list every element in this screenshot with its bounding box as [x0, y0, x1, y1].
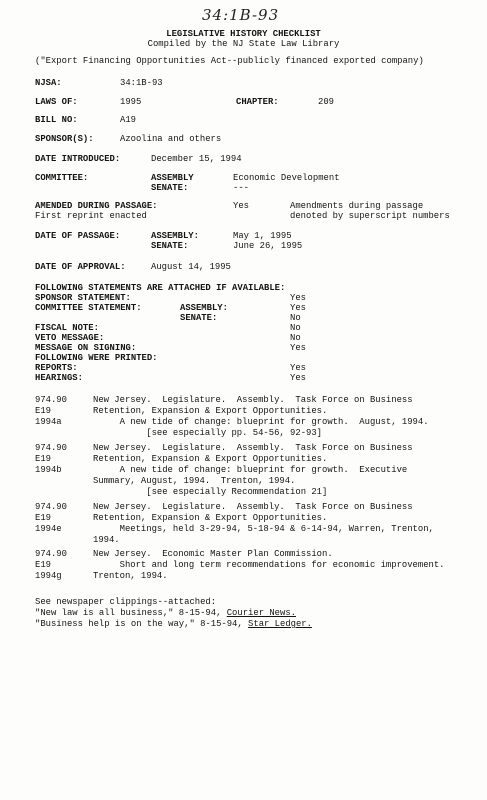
fiscal-note-label: FISCAL NOTE: [35, 323, 99, 333]
document-subtitle: Compiled by the NJ State Law Library [147, 39, 340, 49]
clipping-source: Star Ledger. [248, 619, 312, 629]
reference-call-number: 974.90 [35, 395, 67, 405]
chapter-value: 209 [318, 97, 334, 107]
chapter-label: CHAPTER: [236, 97, 279, 107]
reference-text-line: [see especially pp. 54-56, 92-93] [93, 428, 323, 438]
handwritten-call-number: 34:1B-93 [202, 6, 280, 24]
passage-senate-label: SENATE: [151, 241, 189, 251]
committee-statement-senate-value: No [290, 313, 301, 323]
sponsor-statement-value: Yes [290, 293, 306, 303]
reference-call-number: 974.90 [35, 549, 67, 559]
amended-note-line-2: denoted by superscript numbers [290, 211, 450, 221]
bill-no-value: A19 [120, 115, 136, 125]
reference-call-number: 1994b [35, 465, 62, 475]
reference-text-line: 1994. [93, 535, 120, 545]
printed-heading: FOLLOWING WERE PRINTED: [35, 353, 158, 363]
reference-text-line: Summary, August, 1994. Trenton, 1994. [93, 476, 296, 486]
reference-call-number: 1994g [35, 571, 62, 581]
njsa-label: NJSA: [35, 78, 62, 88]
reference-text-line: [see especially Recommendation 21] [93, 487, 328, 497]
committee-statement-senate-label: SENATE: [180, 313, 218, 323]
reference-call-number: E19 [35, 513, 51, 523]
signing-message-label: MESSAGE ON SIGNING: [35, 343, 137, 353]
clipping-item [35, 619, 312, 630]
reference-call-number: 1994a [35, 417, 62, 427]
reference-text-line: Retention, Expansion & Export Opportunities. [93, 454, 328, 464]
clipping-item [35, 608, 296, 619]
veto-message-label: VETO MESSAGE: [35, 333, 105, 343]
sponsor-value: Azoolina and others [120, 134, 222, 144]
hearings-value: Yes [290, 373, 306, 383]
date-introduced-value: December 15, 1994 [151, 154, 242, 164]
clipping-title: "New law is all business," 8-15-94, [35, 608, 227, 618]
committee-statement-label: COMMITTEE STATEMENT: [35, 303, 142, 313]
committee-statement-assembly-label: ASSEMBLY: [180, 303, 228, 313]
reference-call-number: E19 [35, 406, 51, 416]
approval-label: DATE OF APPROVAL: [35, 262, 126, 272]
reference-call-number: 974.90 [35, 443, 67, 453]
hearings-label: HEARINGS: [35, 373, 83, 383]
reports-value: Yes [290, 363, 306, 373]
reference-text-line: New Jersey. Legislature. Assembly. Task Force on Business [93, 502, 413, 512]
reference-text-line: New Jersey. Legislature. Assembly. Task Force on Business [93, 443, 413, 453]
reference-text-line: A new tide of change: blueprint for growth. August, 1994. [93, 417, 429, 427]
veto-message-value: No [290, 333, 301, 343]
statements-heading: FOLLOWING STATEMENTS ARE ATTACHED IF AVAILABLE: [35, 283, 286, 293]
njsa-value: 34:1B-93 [120, 78, 163, 88]
signing-message-value: Yes [290, 343, 306, 353]
reference-text-line: Short and long term recommendations for economic improvement. [93, 560, 445, 570]
amended-label: AMENDED DURING PASSAGE: [35, 201, 158, 211]
passage-label: DATE OF PASSAGE: [35, 231, 121, 241]
fiscal-note-value: No [290, 323, 301, 333]
reference-call-number: 1994e [35, 524, 62, 534]
committee-assembly-value: Economic Development [233, 173, 340, 183]
reference-text-line: Trenton, 1994. [93, 571, 168, 581]
clipping-source: Courier News. [226, 608, 296, 618]
act-name: ("Export Financing Opportunities Act--publicly financed exported company) [35, 56, 424, 66]
first-reprint-note: First reprint enacted [35, 211, 147, 221]
committee-assembly-label: ASSEMBLY [151, 173, 194, 183]
reference-text-line: New Jersey. Legislature. Assembly. Task Force on Business [93, 395, 413, 405]
reference-text-line: New Jersey. Economic Master Plan Commission. [93, 549, 333, 559]
bill-no-label: BILL NO: [35, 115, 78, 125]
amended-value: Yes [233, 201, 249, 211]
clipping-title: "Business help is on the way," 8-15-94, [35, 619, 249, 629]
reference-text-line: Meetings, held 3-29-94, 5-18-94 & 6-14-94, Warren, Trenton, [93, 524, 434, 534]
reference-text-line: A new tide of change: blueprint for growth. Executive [93, 465, 408, 475]
passage-assembly-label: ASSEMBLY: [151, 231, 199, 241]
date-introduced-label: DATE INTRODUCED: [35, 154, 121, 164]
sponsor-statement-label: SPONSOR STATEMENT: [35, 293, 131, 303]
approval-value: August 14, 1995 [151, 262, 231, 272]
committee-senate-value: --- [233, 183, 249, 193]
passage-assembly-value: May 1, 1995 [233, 231, 292, 241]
committee-label: COMMITTEE: [35, 173, 89, 183]
sponsor-label: SPONSOR(S): [35, 134, 94, 144]
reference-call-number: E19 [35, 454, 51, 464]
committee-senate-label: SENATE: [151, 183, 189, 193]
reports-label: REPORTS: [35, 363, 78, 373]
amended-note-line-1: Amendments during passage [290, 201, 424, 211]
reference-text-line: Retention, Expansion & Export Opportunities. [93, 513, 328, 523]
laws-of-value: 1995 [120, 97, 142, 107]
reference-text-line: Retention, Expansion & Export Opportunities. [93, 406, 328, 416]
committee-statement-assembly-value: Yes [290, 303, 306, 313]
passage-senate-value: June 26, 1995 [233, 241, 303, 251]
reference-call-number: E19 [35, 560, 51, 570]
reference-call-number: 974.90 [35, 502, 67, 512]
clippings-heading: See newspaper clippings--attached: [35, 597, 217, 607]
laws-of-label: LAWS OF: [35, 97, 78, 107]
document-title: LEGISLATIVE HISTORY CHECKLIST [166, 29, 321, 39]
